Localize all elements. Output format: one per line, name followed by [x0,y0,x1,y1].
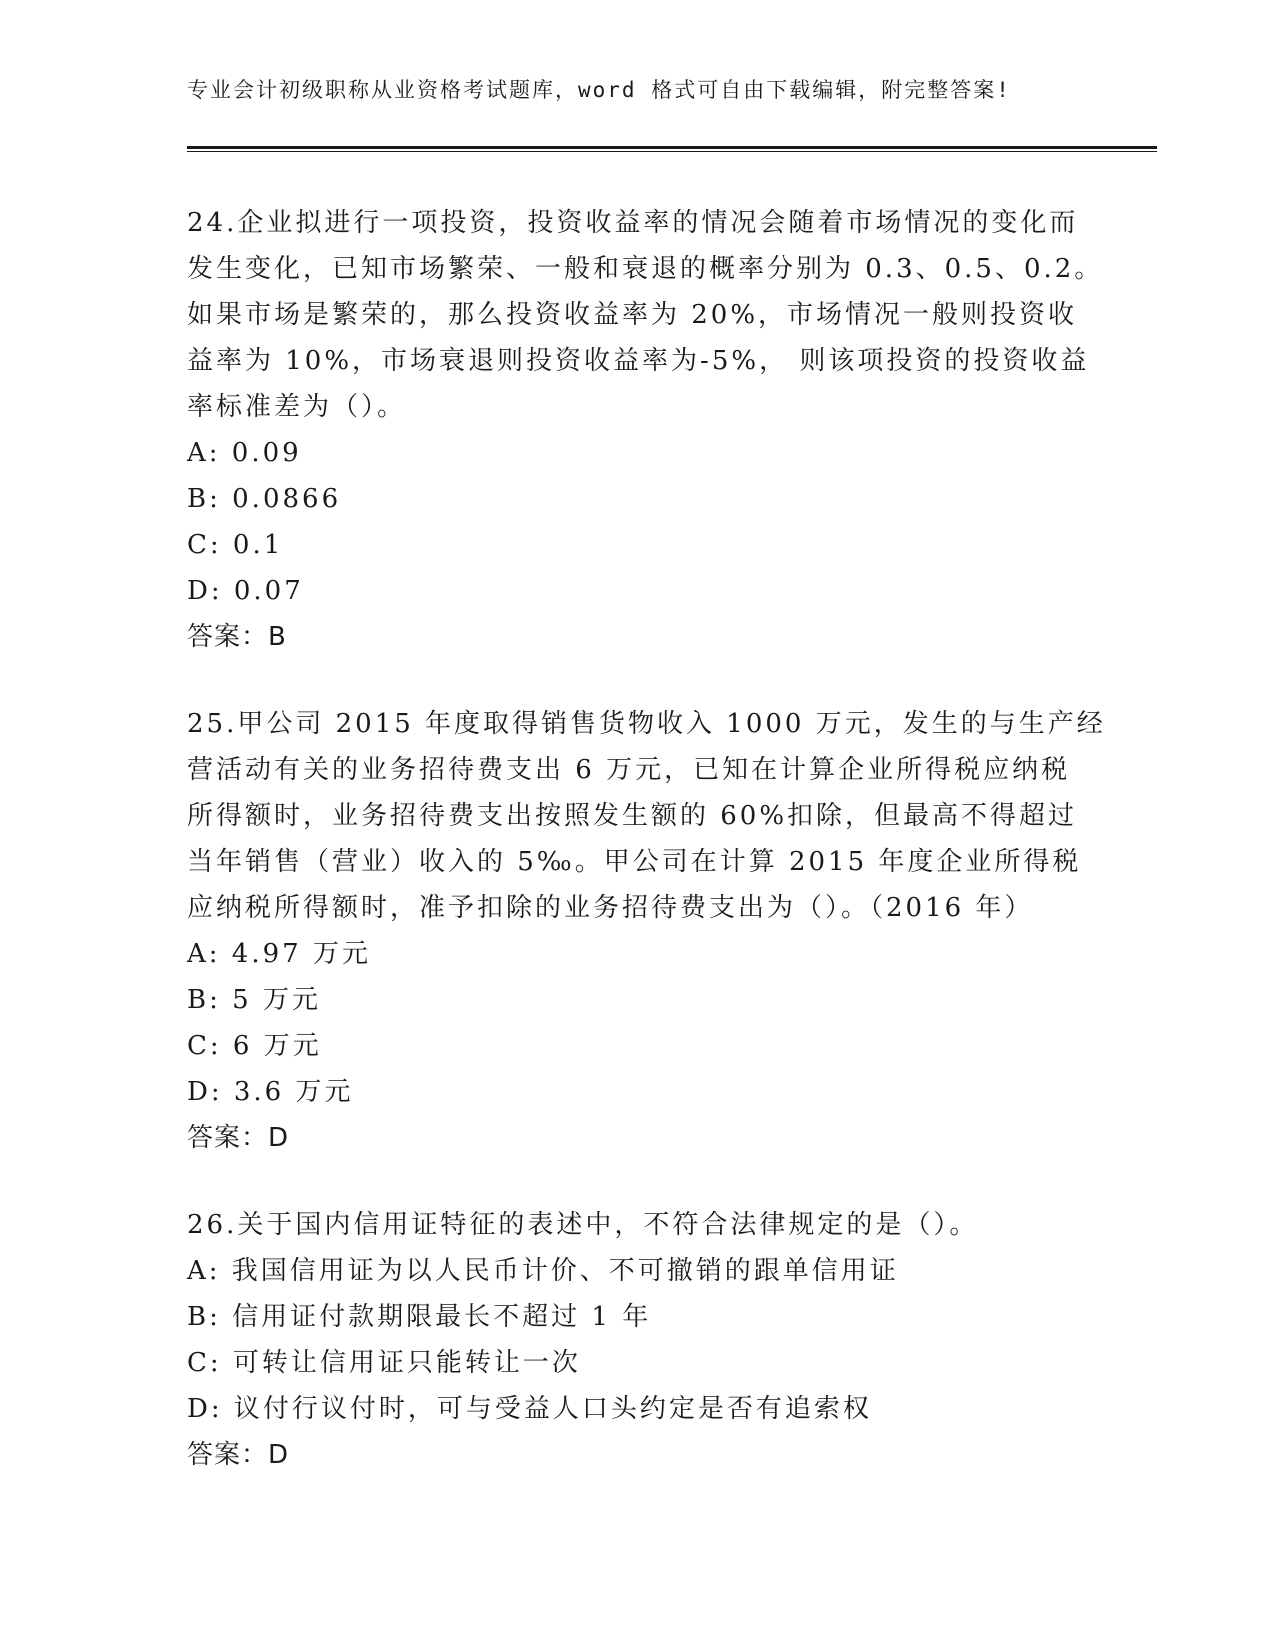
option-c: C: 可转让信用证只能转让一次 [187,1348,581,1378]
question-stem-line: 24.企业拟进行一项投资，投资收益率的情况会随着市场情况的变化而 [187,208,1079,238]
question-stem-line: 26.关于国内信用证特征的表述中，不符合法律规定的是（）。 [187,1210,979,1240]
option-b: B: 0.0866 [187,484,342,514]
option-b: B: 信用证付款期限最长不超过 1 年 [187,1302,652,1332]
option-c: C: 0.1 [187,530,284,560]
answer-label: 答案：D [187,1440,290,1470]
question-stem-line: 如果市场是繁荣的，那么投资收益率为 20%，市场情况一般则投资收 [187,300,1078,330]
option-a: A: 我国信用证为以人民币计价、不可撤销的跟单信用证 [187,1256,899,1286]
question-stem-line: 应纳税所得额时，准予扣除的业务招待费支出为（）。（2016 年） [187,893,1034,923]
answer-label: 答案：B [187,622,287,652]
question-24 [187,200,1104,660]
option-b: B: 5 万元 [187,985,321,1015]
page-header: 专业会计初级职称从业资格考试题库，word 格式可自由下载编辑，附完整答案! [187,78,1011,102]
question-stem-line: 所得额时，业务招待费支出按照发生额的 60%扣除，但最高不得超过 [187,801,1078,831]
header-rule-thin [187,151,1157,152]
question-26 [187,1202,1087,1478]
question-stem-line: 益率为 10%，市场衰退则投资收益率为-5%， 则该项投资的投资收益 [187,346,1090,376]
option-d: D: 3.6 万元 [187,1077,354,1107]
question-stem-line: 营活动有关的业务招待费支出 6 万元，已知在计算企业所得税应纳税 [187,755,1071,785]
question-stem-line: 25.甲公司 2015 年度取得销售货物收入 1000 万元，发生的与生产经 [187,709,1106,739]
question-25 [187,701,1106,1161]
question-stem-line: 当年销售（营业）收入的 5‰。甲公司在计算 2015 年度企业所得税 [187,847,1082,877]
option-a: A: 4.97 万元 [187,939,371,969]
answer-label: 答案：D [187,1123,290,1153]
option-a: A: 0.09 [187,438,302,468]
option-d: D: 0.07 [187,576,304,606]
question-stem-line: 发生变化，已知市场繁荣、一般和衰退的概率分别为 0.3、0.5、0.2。 [187,254,1104,284]
header-rule-thick [187,146,1157,149]
question-stem-line: 率标准差为（）。 [187,392,407,422]
option-c: C: 6 万元 [187,1031,322,1061]
option-d: D: 议付行议付时，可与受益人口头约定是否有追索权 [187,1394,872,1424]
